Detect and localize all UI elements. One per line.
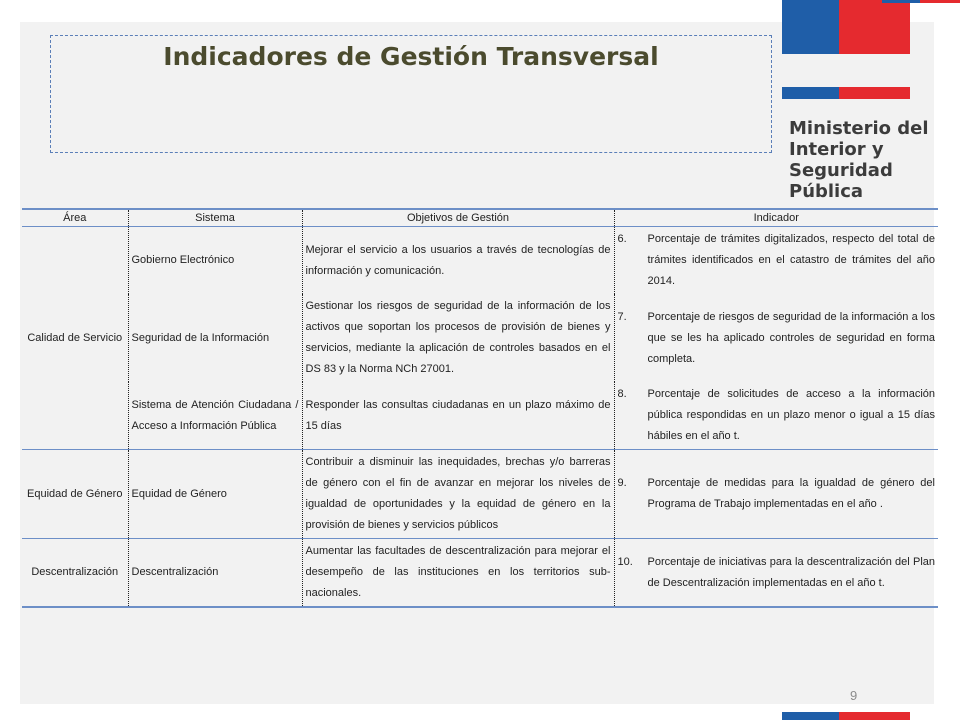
page-title: Indicadores de Gestión Transversal xyxy=(163,42,659,71)
objetivo-cell: Gestionar los riesgos de seguridad de la información de los activos que soportan los procesos de provisión de bienes y servicios, mediante la aplicación de controles basados en el DS 83 y la Norma NCh 27001. xyxy=(302,294,614,382)
ministry-line-4: Pública xyxy=(789,181,864,202)
ministry-line-2: Interior y xyxy=(789,139,884,160)
title-placeholder[interactable] xyxy=(50,35,772,153)
indicador-cell xyxy=(614,450,938,539)
table-header-row xyxy=(22,209,938,227)
indicador-cell xyxy=(614,382,938,450)
header-objetivos: Objetivos de Gestión xyxy=(302,209,614,227)
indicador-cell xyxy=(614,227,938,295)
objetivo-cell: Aumentar las facultades de descentralización para mejorar el desempeño de las instituciones en los territorios sub-nacionales. xyxy=(302,539,614,608)
ministry-name xyxy=(789,118,957,202)
area-cell: Descentralización xyxy=(22,539,128,608)
sistema-cell: Descentralización xyxy=(128,539,302,608)
logo-red-block xyxy=(839,0,910,54)
objetivo-cell: Contribuir a disminuir las inequidades, brechas y/o barreras de género con el fin de avanzar en mejorar los niveles de igualdad de oportunidades y la equidad de género en la provisión de bienes y servicios públicos xyxy=(302,450,614,539)
table-row xyxy=(22,382,938,450)
sistema-cell: Equidad de Género xyxy=(128,450,302,539)
logo-red-strip xyxy=(839,87,910,99)
sistema-cell: Seguridad de la Información xyxy=(128,294,302,382)
indicator-number: 8. xyxy=(617,388,627,400)
ministry-line-3: Seguridad xyxy=(789,160,893,181)
header-sistema: Sistema xyxy=(128,209,302,227)
indicator-text: Porcentaje de solicitudes de acceso a la información pública respondidas en un plazo menor o igual a 15 días hábiles en el año t. xyxy=(647,388,935,442)
indicators-table xyxy=(22,208,938,608)
table-row xyxy=(22,227,938,295)
table-row xyxy=(22,294,938,382)
indicator-text: Porcentaje de riesgos de seguridad de la información a los que se les ha aplicado controles de seguridad en forma completa. xyxy=(647,310,935,365)
indicator-text: Porcentaje de trámites digitalizados, respecto del total de trámites identificados en el catastro de trámites del año 2014. xyxy=(647,233,935,287)
indicator-text: Porcentaje de medidas para la igualdad de género del Programa de Trabajo implementadas en el año . xyxy=(647,477,935,510)
indicator-text: Porcentaje de iniciativas para la descentralización del Plan de Descentralización implementadas en el año t. xyxy=(647,555,935,589)
indicator-number: 9. xyxy=(617,477,627,489)
header-area: Área xyxy=(22,209,128,227)
footer-red-block xyxy=(839,712,910,720)
objetivo-cell: Responder las consultas ciudadanas en un plazo máximo de 15 días xyxy=(302,382,614,450)
sistema-cell: Gobierno Electrónico xyxy=(128,227,302,295)
logo-blue-block xyxy=(782,0,839,54)
table-row xyxy=(22,539,938,608)
sistema-cell: Sistema de Atención Ciudadana / Acceso a Información Pública xyxy=(128,382,302,450)
indicador-cell xyxy=(614,539,938,608)
ministry-logo xyxy=(782,0,960,200)
area-cell: Equidad de Género xyxy=(22,450,128,539)
indicador-cell xyxy=(614,294,938,382)
indicator-number: 10. xyxy=(617,555,633,568)
logo-top-line-blue xyxy=(882,0,920,3)
objetivo-cell: Mejorar el servicio a los usuarios a través de tecnologías de información y comunicación. xyxy=(302,227,614,295)
area-cell: Calidad de Servicio xyxy=(22,227,128,450)
footer-blue-block xyxy=(782,712,839,720)
ministry-line-1: Ministerio del xyxy=(789,118,929,139)
logo-blue-strip xyxy=(782,87,839,99)
page-number: 9 xyxy=(850,688,858,703)
header-indicador: Indicador xyxy=(614,209,938,227)
indicator-number: 6. xyxy=(617,233,627,245)
table-row xyxy=(22,450,938,539)
indicator-number: 7. xyxy=(617,310,627,323)
